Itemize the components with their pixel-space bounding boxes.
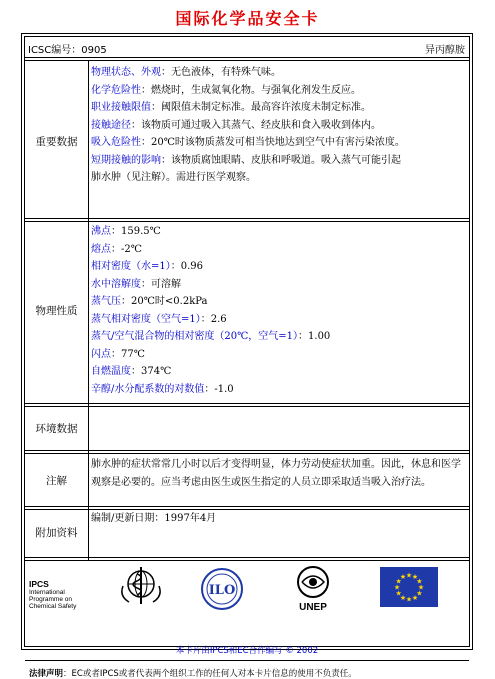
important-line: 职业接触限值：阈限值未制定标准。最高容许浓度未制定标准。: [91, 102, 371, 113]
important-line: 接触途径：该物质可通过吸入其蒸气、经皮肤和食入吸收到体内。: [91, 119, 381, 131]
property-line: 辛醇/水分配系数的对数值：-1.0: [91, 383, 234, 395]
credit-line: 本卡片由IPCS和EC合作编写 © 2002: [175, 646, 319, 656]
important-line: 吸入危险性：20℃时该物质蒸发可相当快地达到空气中有害污染浓度。: [91, 137, 405, 148]
property-line: 沸点：159.5℃: [91, 226, 161, 237]
unep-logo-text: UNEP: [299, 602, 327, 613]
eu-star-icon: ★: [395, 577, 402, 586]
notes-content: 肺水肿的症状常常几小时以后才变得明显，体力劳动使症状加重。因此，休息和医学观察是必要的。应当考虑由医生或医生指定的人员立即采取适当吸入治疗法。: [91, 459, 461, 488]
property-line: 蒸气/空气混合物的相对密度（20℃，空气=1）：1.00: [91, 331, 331, 342]
eu-star-icon: ★: [416, 577, 423, 586]
property-line: 水中溶解度：可溶解: [91, 278, 181, 290]
ilo-logo-text: ILO: [208, 583, 236, 598]
eu-star-icon: ★: [417, 583, 425, 592]
column-divider: [88, 61, 89, 561]
icsc-id-value: 0905: [81, 45, 107, 56]
ipcs-line: Chemical Safety: [29, 603, 77, 610]
important-line: 肺水肿（见注解）。需进行医学观察。: [91, 172, 256, 183]
section-label-notes: 注解: [46, 475, 67, 487]
eu-star-icon: ★: [395, 589, 402, 598]
legal-notice: [29, 667, 357, 679]
eu-flag-icon: [380, 567, 438, 611]
card-frame: [21, 33, 473, 679]
section-label-environment: 环境数据: [35, 423, 78, 435]
property-line: 蒸气相对密度（空气=1）：2.6: [91, 313, 227, 325]
eu-star-icon: ★: [405, 595, 413, 604]
unep-logo-icon: [291, 563, 335, 617]
section-divider: [25, 218, 469, 222]
property-line: 熔点：-2℃: [91, 243, 142, 255]
important-data-content: [91, 64, 465, 187]
important-line: 短期接触的影响：该物质腐蚀眼睛、皮肤和呼吸道。吸入蒸气可能引起: [91, 154, 401, 166]
ipcs-line: International: [29, 589, 65, 596]
eu-star-icon: ★: [399, 573, 407, 582]
header-divider: [25, 57, 469, 61]
property-line: 闪点：77℃: [91, 348, 145, 360]
eu-star-icon: ★: [393, 583, 401, 592]
legal-text: ：EC或者IPCS或者代表两个组织工作的任何人对本卡片信息的使用不负责任。: [63, 669, 357, 679]
legal-label: 法律声明: [29, 669, 64, 679]
property-line: 蒸气压：20℃时<0.2kPa: [91, 296, 208, 307]
ilo-logo-icon: [200, 567, 244, 615]
ipcs-abbr: IPCS: [29, 579, 49, 589]
important-line: 化学危险性：燃烧时，生成氮氧化物。与强氧化剂发生反应。: [91, 84, 361, 96]
important-line: 物理状态、外观：无色液体，有特殊气味。: [91, 67, 281, 78]
section-divider: [25, 557, 469, 561]
eu-star-icon: ★: [405, 571, 413, 580]
property-line: 相对密度（水=1）：0.96: [91, 261, 204, 272]
icsc-id-label: ICSC编号：: [28, 45, 82, 56]
icsc-id: [28, 41, 107, 56]
eu-star-icon: ★: [399, 593, 407, 602]
section-label-important: 重要数据: [35, 136, 78, 148]
ipcs-line: Programme on: [29, 596, 72, 603]
property-line: 自燃温度：374℃: [91, 366, 172, 377]
physical-properties-content: [91, 223, 465, 398]
eu-star-icon: ★: [416, 589, 423, 598]
eu-star-icon: ★: [411, 573, 419, 582]
eu-star-icon: ★: [411, 593, 419, 602]
who-logo-icon: [117, 564, 165, 612]
section-label-additional: 附加资料: [35, 527, 78, 539]
section-divider: [25, 403, 469, 407]
additional-content: 编制/更新日期：1997年4月: [91, 513, 217, 524]
ipcs-block: [29, 581, 76, 610]
section-divider: [25, 450, 469, 454]
footer-divider: [25, 660, 469, 661]
section-label-physical: 物理性质: [35, 305, 78, 317]
card-inner-frame: [24, 36, 470, 679]
chemical-name: 异丙醇胺: [425, 45, 465, 56]
card-title: 国际化学品安全卡: [175, 9, 320, 28]
